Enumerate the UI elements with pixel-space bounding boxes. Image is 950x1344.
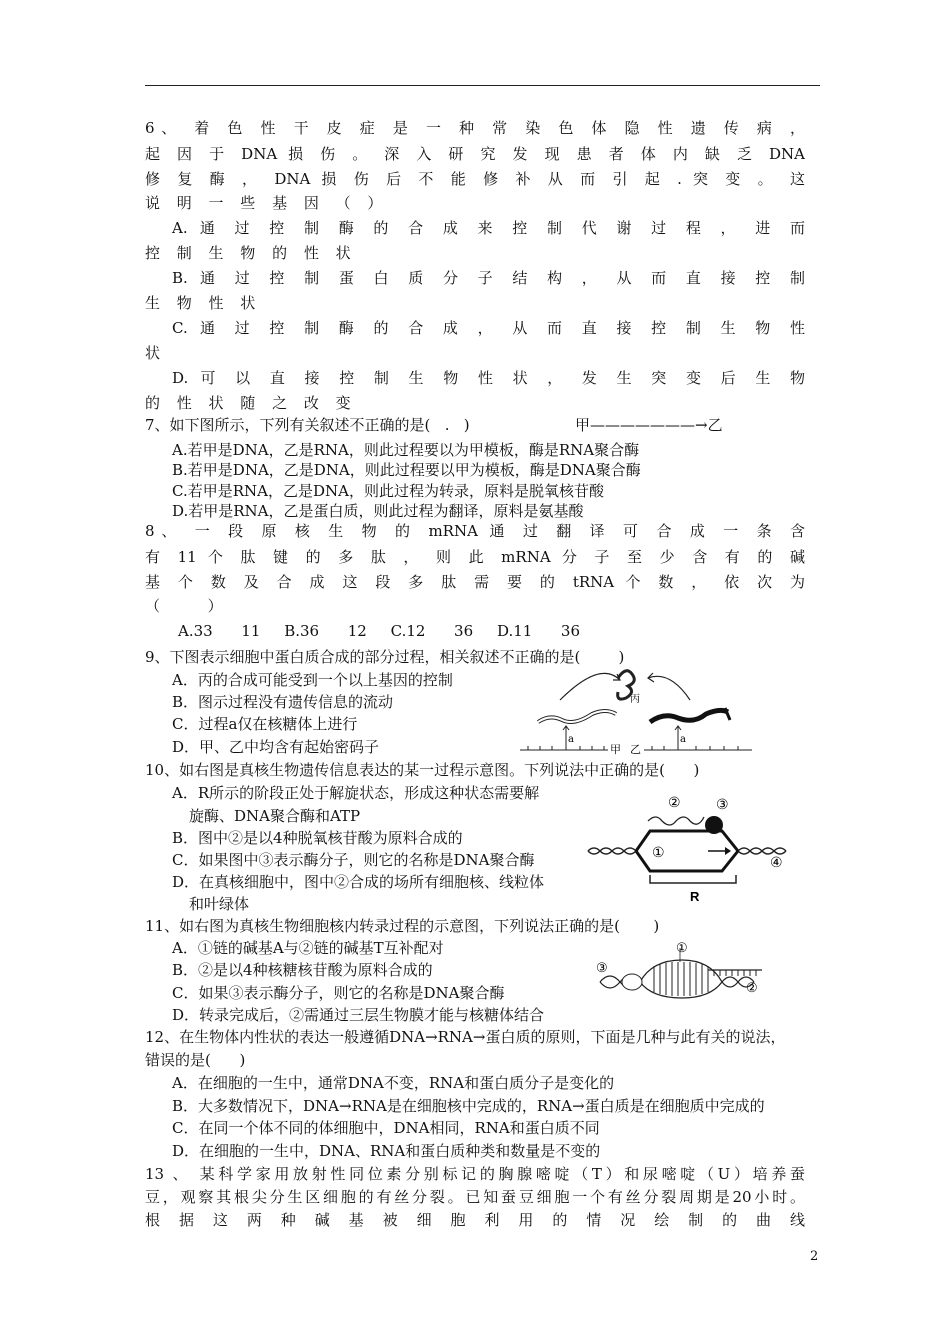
q10-fig-label-3: ③ (716, 797, 729, 813)
q7-stem: 7、如下图所示，下列有关叙述不正确的是( . ) (145, 416, 470, 434)
q11-fig-label-2: ② (746, 981, 758, 996)
q7-diagram: 甲———————→乙 (575, 416, 723, 434)
q7-option-d: D.若甲是RNA，乙是蛋白质，则此过程为翻译，原料是氨基酸 (172, 502, 584, 520)
q10-fig-label-r: R (690, 889, 700, 904)
q11-option-b: B．②是以4种核糖核苷酸为原料合成的 (172, 961, 433, 979)
q10-transcription-figure (588, 785, 793, 905)
q9-option-a: A．丙的合成可能受到一个以上基因的控制 (172, 671, 453, 689)
q6-option-d-1: D. 可 以 直 接 控 制 生 物 性 状 ， 发 生 突 变 后 生 物 (172, 369, 805, 387)
q9-fig-label-bing: 丙 (630, 694, 640, 705)
q8-line-4: （ ） (145, 597, 223, 615)
q10-fig-label-1: ① (652, 845, 665, 861)
q9-fig-label-a1: a (568, 734, 574, 745)
q10-fig-label-4: ④ (770, 855, 783, 871)
q9-fig-label-yi: 乙 (630, 743, 641, 756)
q8-line-2: 有 11 个 肽 键 的 多 肽 ， 则 此 mRNA 分 子 至 少 含 有 的 碱 (145, 548, 805, 566)
q7-option-b: B.若甲是DNA，乙是DNA，则此过程要以甲为模板，酶是DNA聚合酶 (172, 461, 641, 479)
q9-stem: 9、下图表示细胞中蛋白质合成的部分过程，相关叙述不正确的是( ) (145, 648, 625, 666)
q11-fig-label-1: ① (676, 941, 688, 956)
q10-option-c: C．如果图中③表示酶分子，则它的名称是DNA聚合酶 (172, 851, 535, 869)
q12-option-b: B．大多数情况下，DNA→RNA是在细胞核中完成的，RNA→蛋白质是在细胞质中完成的 (172, 1097, 765, 1115)
q12-option-d: D．在细胞的一生中，DNA、RNA和蛋白质种类和数量是不变的 (172, 1142, 601, 1160)
q7-option-a: A.若甲是DNA，乙是RNA，则此过程要以为甲模板，酶是RNA聚合酶 (172, 441, 640, 459)
q10-stem: 10、如右图是真核生物遗传信息表达的某一过程示意图。下列说法中正确的是( ) (145, 761, 700, 779)
header-rule (145, 85, 820, 86)
q10-option-a-2: 旋酶、DNA聚合酶和ATP (189, 807, 361, 825)
q6-option-d-2: 的 性 状 随 之 改 变 (145, 394, 357, 412)
page-number: 2 (810, 1249, 819, 1264)
q10-option-a-1: A．R所示的阶段正处于解旋状态，形成这种状态需要解 (172, 784, 540, 802)
q9-translation-figure (520, 660, 760, 755)
q6-line-3: 修 复 酶 ， DNA 损 伤 后 不 能 修 补 从 而 引 起 . 突 变 。 这 (145, 170, 805, 188)
q10-option-b: B．图中②是以4种脱氧核苷酸为原料合成的 (172, 829, 463, 847)
q11-transcription-figure (592, 942, 772, 1004)
q10-fig-label-2: ② (668, 795, 681, 811)
q13-line-1: 13 、 某科学家用放射性同位素分别标记的胸腺嘧啶（T）和尿嘧啶（U）培养蚕 (145, 1165, 805, 1183)
q10-option-d-2: 和叶绿体 (189, 895, 250, 913)
q6-option-b-1: B. 通 过 控 制 蛋 白 质 分 子 结 构 ， 从 而 直 接 控 制 (172, 269, 805, 287)
q13-line-3: 根 据 这 两 种 碱 基 被 细 胞 利 用 的 情 况 绘 制 的 曲 线 (145, 1211, 805, 1229)
q11-option-c: C．如果③表示酶分子，则它的名称是DNA聚合酶 (172, 984, 505, 1002)
q12-option-a: A．在细胞的一生中，通常DNA不变，RNA和蛋白质分子是变化的 (172, 1074, 615, 1092)
q6-option-a-1: A. 通 过 控 制 酶 的 合 成 来 控 制 代 谢 过 程 ， 进 而 (172, 219, 805, 237)
q6-line-1: 6、 着 色 性 干 皮 症 是 一 种 常 染 色 体 隐 性 遗 传 病 ， (145, 119, 805, 137)
q9-option-d: D．甲、乙中均含有起始密码子 (172, 738, 380, 756)
q12-stem-1: 12、在生物体内性状的表达一般遵循DNA→RNA→蛋白质的原则，下面是几种与此有关的说法， (145, 1028, 786, 1046)
q11-option-d: D．转录完成后，②需通过三层生物膜才能与核糖体结合 (172, 1006, 545, 1024)
q9-option-c: C．过程a仅在核糖体上进行 (172, 715, 358, 733)
q6-option-b-2: 生 物 性 状 (145, 294, 262, 312)
q7-option-c: C.若甲是RNA，乙是DNA，则此过程为转录，原料是脱氧核苷酸 (172, 482, 604, 500)
q9-fig-label-a2: a (680, 734, 686, 745)
q8-options: A.33 11 B.36 12 C.12 36 D.11 36 (178, 622, 581, 640)
q11-stem: 11、如右图为真核生物细胞核内转录过程的示意图，下列说法正确的是( ) (145, 917, 660, 935)
q6-option-a-2: 控 制 生 物 的 性 状 (145, 244, 357, 262)
q10-option-d-1: D．在真核细胞中，图中②合成的场所有细胞核、线粒体 (172, 873, 545, 891)
q6-line-2: 起 因 于 DNA 损 伤 。 深 入 研 究 发 现 患 者 体 内 缺 乏 DNA (145, 145, 805, 163)
q13-line-2: 豆，观察其根尖分生区细胞的有丝分裂。已知蚕豆细胞一个有丝分裂周期是20小时。 (145, 1188, 805, 1206)
q8-line-1: 8、 一 段 原 核 生 物 的 mRNA 通 过 翻 译 可 合 成 一 条 含 (145, 522, 805, 540)
q6-line-4: 说 明 一 些 基 因 （ ） (145, 194, 389, 212)
q8-line-3: 基 个 数 及 合 成 这 段 多 肽 需 要 的 tRNA 个 数 ， 依 次 为 (145, 573, 805, 591)
q11-fig-label-3: ③ (596, 961, 608, 976)
q9-option-b: B．图示过程没有遗传信息的流动 (172, 693, 394, 711)
q6-option-c-1: C. 通 过 控 制 酶 的 合 成 ， 从 而 直 接 控 制 生 物 性 (172, 319, 805, 337)
q9-fig-label-jia: 甲 (610, 743, 621, 756)
q6-option-c-2: 状 (145, 344, 161, 362)
q12-option-c: C．在同一个体不同的体细胞中，DNA相同，RNA和蛋白质不同 (172, 1119, 600, 1137)
q12-stem-2: 错误的是( ) (145, 1051, 246, 1069)
q11-option-a: A．①链的碱基A与②链的碱基T互补配对 (172, 939, 444, 957)
